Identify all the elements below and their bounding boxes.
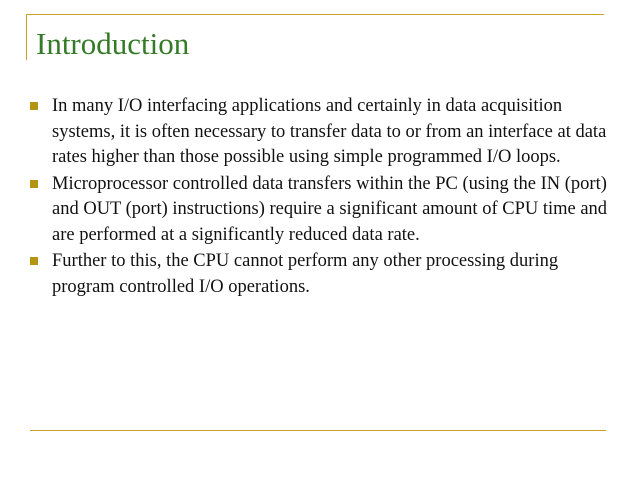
slide-title: Introduction	[36, 26, 190, 61]
square-bullet-icon	[30, 180, 38, 188]
bullet-text: In many I/O interfacing applications and certainly in data acquisition systems, it is often necessary to transfer data to or from an interface at data rates higher than those possible using simple programmed I/O loops.	[52, 96, 607, 167]
bullet-list	[30, 94, 610, 301]
bullet-item	[30, 172, 610, 249]
bottom-rule	[30, 430, 606, 431]
top-rule	[26, 14, 604, 15]
bullet-text: Microprocessor controlled data transfers within the PC (using the IN (port) and OUT (port) instructions) require a significant amount of CPU time and are performed at a significantly reduced data rate.	[52, 173, 608, 245]
bullet-text: Further to this, the CPU cannot perform any other processing during program controlled I/O operations.	[52, 251, 559, 297]
square-bullet-icon	[30, 257, 38, 265]
square-bullet-icon	[30, 102, 38, 110]
left-rule	[26, 14, 27, 60]
bullet-item	[30, 94, 610, 171]
bullet-item	[30, 249, 610, 300]
